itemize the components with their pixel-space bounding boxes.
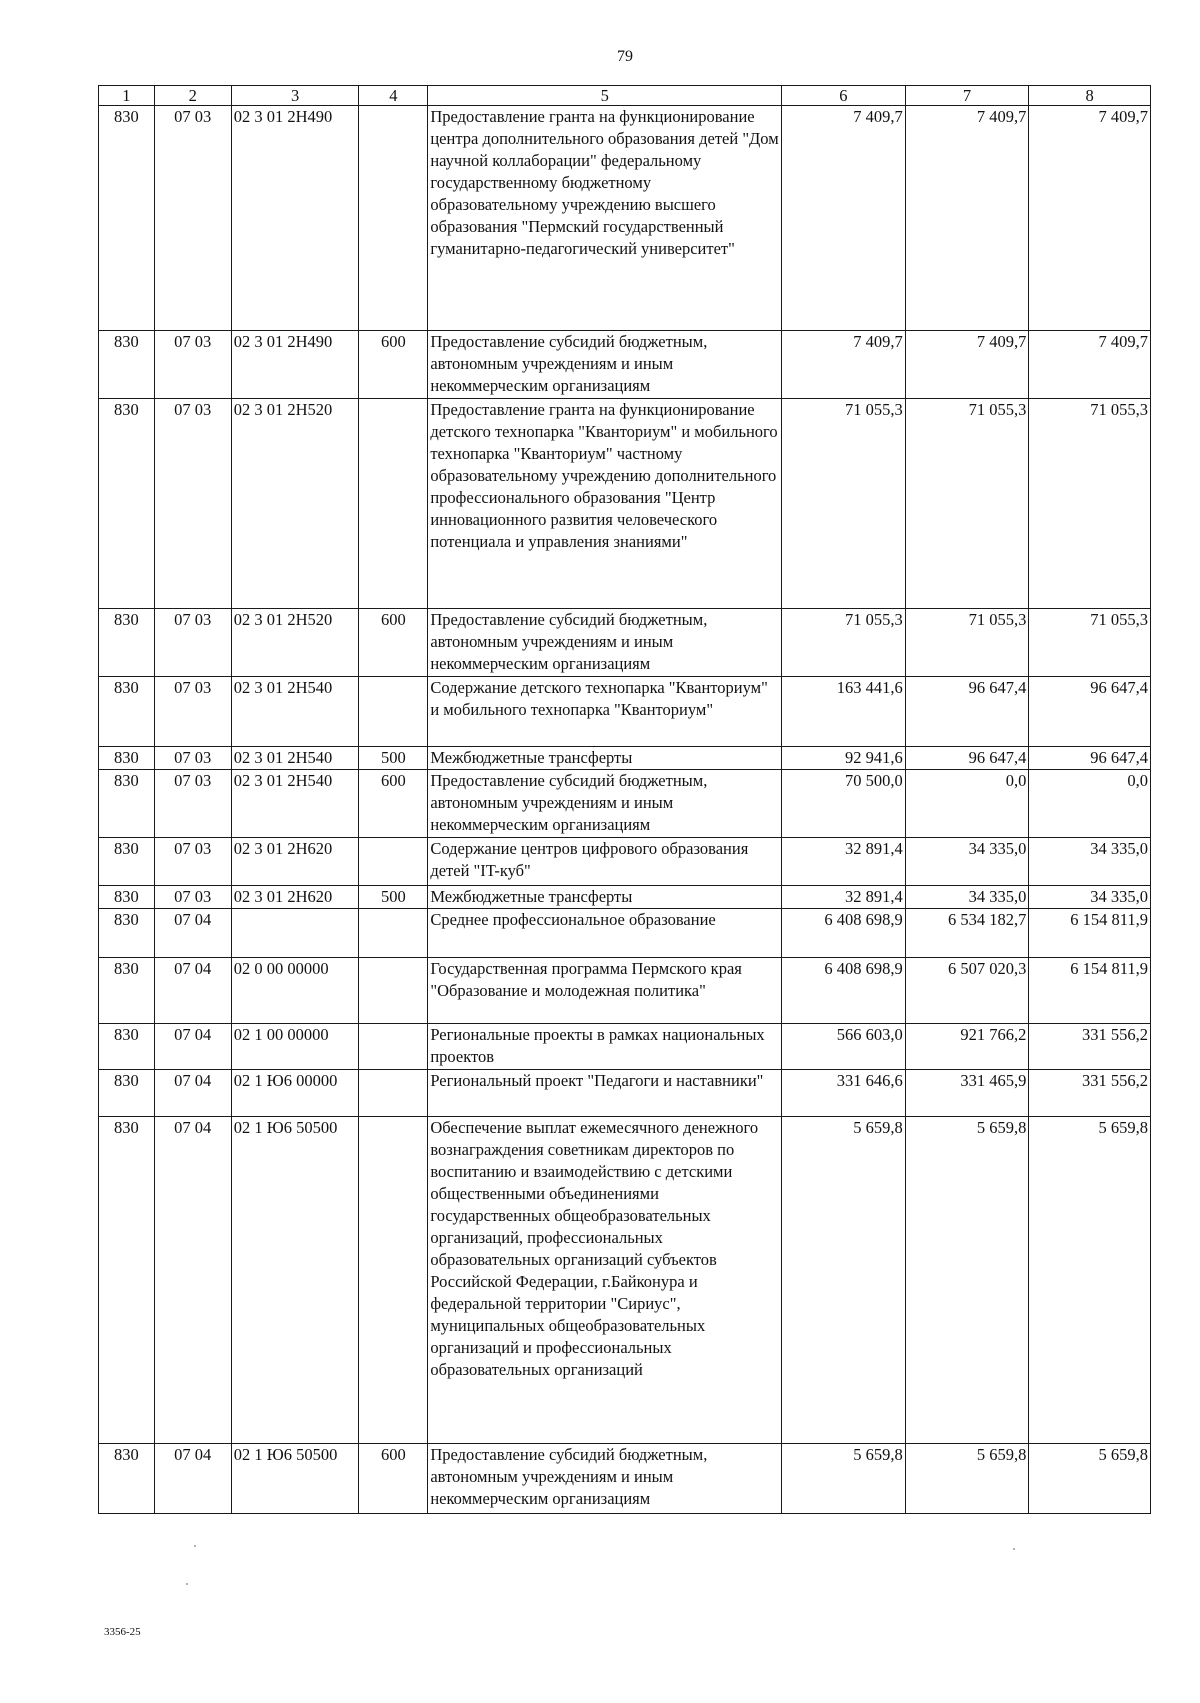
item-name-cell: Межбюджетные трансферты: [428, 747, 782, 770]
section-code-cell: 07 03: [154, 609, 231, 677]
amount-2027-cell: 6 154 811,9: [1029, 958, 1151, 1024]
section-code-cell: 07 04: [154, 1024, 231, 1070]
target-code-cell: 02 3 01 2Н520: [231, 399, 359, 609]
admin-code-cell: 830: [99, 838, 155, 886]
amount-2027-cell: 331 556,2: [1029, 1070, 1151, 1117]
document-code: 3356-25: [104, 1626, 141, 1638]
table-row: [99, 747, 1151, 770]
table-body: [99, 106, 1151, 1514]
amount-2025-cell: 71 055,3: [782, 399, 906, 609]
expense-type-cell: [359, 1024, 428, 1070]
amount-2026-cell: 34 335,0: [905, 838, 1029, 886]
table-row: [99, 677, 1151, 747]
section-code-cell: 07 03: [154, 747, 231, 770]
amount-2025-cell: 163 441,6: [782, 677, 906, 747]
amount-2027-cell: 71 055,3: [1029, 609, 1151, 677]
target-code-cell: 02 3 01 2Н540: [231, 747, 359, 770]
table-row: [99, 1070, 1151, 1117]
col-header-8: 8: [1029, 86, 1151, 106]
table-row: [99, 331, 1151, 399]
section-code-cell: 07 04: [154, 1070, 231, 1117]
target-code-cell: 02 1 Ю6 50500: [231, 1117, 359, 1444]
amount-2026-cell: 71 055,3: [905, 399, 1029, 609]
scan-speck: [194, 1545, 196, 1547]
amount-2027-cell: 5 659,8: [1029, 1444, 1151, 1514]
expense-type-cell: [359, 399, 428, 609]
amount-2025-cell: 331 646,6: [782, 1070, 906, 1117]
item-name-cell: Предоставление субсидий бюджетным, автономным учреждениям и иным некоммерческим организациям: [428, 770, 782, 838]
amount-2025-cell: 5 659,8: [782, 1444, 906, 1514]
table-row: [99, 1444, 1151, 1514]
expense-type-cell: 600: [359, 770, 428, 838]
expense-type-cell: [359, 909, 428, 958]
expense-type-cell: [359, 106, 428, 331]
col-header-3: 3: [231, 86, 359, 106]
amount-2027-cell: 331 556,2: [1029, 1024, 1151, 1070]
admin-code-cell: 830: [99, 958, 155, 1024]
table-row: [99, 770, 1151, 838]
admin-code-cell: 830: [99, 1444, 155, 1514]
amount-2025-cell: 7 409,7: [782, 331, 906, 399]
table-row: [99, 958, 1151, 1024]
amount-2025-cell: 32 891,4: [782, 886, 906, 909]
table-row: [99, 1117, 1151, 1444]
page-number: 79: [617, 48, 633, 65]
amount-2027-cell: 6 154 811,9: [1029, 909, 1151, 958]
item-name-cell: Региональный проект "Педагоги и наставники": [428, 1070, 782, 1117]
amount-2027-cell: 34 335,0: [1029, 838, 1151, 886]
expense-type-cell: [359, 1070, 428, 1117]
section-code-cell: 07 03: [154, 886, 231, 909]
section-code-cell: 07 03: [154, 106, 231, 331]
table-row: [99, 609, 1151, 677]
target-code-cell: 02 3 01 2Н520: [231, 609, 359, 677]
section-code-cell: 07 04: [154, 1444, 231, 1514]
item-name-cell: Предоставление гранта на функционирование детского технопарка "Кванториум" и мобильного технопарка "Кванториум" частному образовательному учреждению дополнительного профессионального образования "Центр инновационного развития человеческого потенциала и управления знаниями": [428, 399, 782, 609]
expense-type-cell: [359, 838, 428, 886]
amount-2027-cell: 5 659,8: [1029, 1117, 1151, 1444]
admin-code-cell: 830: [99, 909, 155, 958]
admin-code-cell: 830: [99, 331, 155, 399]
col-header-2: 2: [154, 86, 231, 106]
amount-2026-cell: 331 465,9: [905, 1070, 1029, 1117]
expense-type-cell: 600: [359, 609, 428, 677]
admin-code-cell: 830: [99, 1024, 155, 1070]
amount-2026-cell: 7 409,7: [905, 106, 1029, 331]
amount-2025-cell: 32 891,4: [782, 838, 906, 886]
amount-2025-cell: 71 055,3: [782, 609, 906, 677]
item-name-cell: Обеспечение выплат ежемесячного денежного вознаграждения советникам директоров по воспитанию и взаимодействию с детскими общественными объединениями государственных общеобразовательных организаций, профессиональных образовательных организаций субъектов Российской Федерации, г.Байконура и федеральной территории "Сириус", муниципальных общеобразовательных организаций и профессиональных образовательных организаций: [428, 1117, 782, 1444]
admin-code-cell: 830: [99, 1117, 155, 1444]
amount-2025-cell: 566 603,0: [782, 1024, 906, 1070]
admin-code-cell: 830: [99, 609, 155, 677]
table-header: [99, 86, 1151, 106]
amount-2025-cell: 92 941,6: [782, 747, 906, 770]
amount-2027-cell: 7 409,7: [1029, 106, 1151, 331]
amount-2026-cell: 5 659,8: [905, 1444, 1029, 1514]
section-code-cell: 07 03: [154, 770, 231, 838]
admin-code-cell: 830: [99, 677, 155, 747]
table-row: [99, 909, 1151, 958]
amount-2025-cell: 7 409,7: [782, 106, 906, 331]
expense-type-cell: [359, 958, 428, 1024]
amount-2026-cell: 6 507 020,3: [905, 958, 1029, 1024]
amount-2026-cell: 6 534 182,7: [905, 909, 1029, 958]
section-code-cell: 07 04: [154, 909, 231, 958]
scan-speck: [1013, 1548, 1015, 1550]
amount-2027-cell: 96 647,4: [1029, 747, 1151, 770]
item-name-cell: Предоставление субсидий бюджетным, автономным учреждениям и иным некоммерческим организациям: [428, 609, 782, 677]
expense-type-cell: 500: [359, 886, 428, 909]
budget-table: [98, 85, 1151, 1514]
col-header-7: 7: [905, 86, 1029, 106]
amount-2026-cell: 7 409,7: [905, 331, 1029, 399]
admin-code-cell: 830: [99, 106, 155, 331]
expense-type-cell: 600: [359, 331, 428, 399]
expense-type-cell: 600: [359, 1444, 428, 1514]
admin-code-cell: 830: [99, 1070, 155, 1117]
target-code-cell: 02 3 01 2Н490: [231, 331, 359, 399]
admin-code-cell: 830: [99, 886, 155, 909]
target-code-cell: 02 1 00 00000: [231, 1024, 359, 1070]
amount-2026-cell: 71 055,3: [905, 609, 1029, 677]
expense-type-cell: [359, 1117, 428, 1444]
section-code-cell: 07 03: [154, 677, 231, 747]
admin-code-cell: 830: [99, 770, 155, 838]
admin-code-cell: 830: [99, 399, 155, 609]
target-code-cell: 02 3 01 2Н540: [231, 770, 359, 838]
table-row: [99, 1024, 1151, 1070]
amount-2025-cell: 6 408 698,9: [782, 958, 906, 1024]
amount-2025-cell: 5 659,8: [782, 1117, 906, 1444]
expense-type-cell: 500: [359, 747, 428, 770]
amount-2027-cell: 71 055,3: [1029, 399, 1151, 609]
item-name-cell: Предоставление гранта на функционирование центра дополнительного образования детей "Дом научной коллаборации" федеральному государственному бюджетному образовательному учреждению высшего образования "Пермский государственный гуманитарно-педагогический университет": [428, 106, 782, 331]
admin-code-cell: 830: [99, 747, 155, 770]
amount-2025-cell: 6 408 698,9: [782, 909, 906, 958]
amount-2026-cell: 921 766,2: [905, 1024, 1029, 1070]
amount-2026-cell: 96 647,4: [905, 677, 1029, 747]
item-name-cell: Содержание детского технопарка "Кванториум" и мобильного технопарка "Кванториум": [428, 677, 782, 747]
header-row: [99, 86, 1151, 106]
section-code-cell: 07 03: [154, 838, 231, 886]
target-code-cell: 02 3 01 2Н540: [231, 677, 359, 747]
section-code-cell: 07 03: [154, 331, 231, 399]
target-code-cell: 02 1 Ю6 50500: [231, 1444, 359, 1514]
amount-2026-cell: 96 647,4: [905, 747, 1029, 770]
amount-2027-cell: 7 409,7: [1029, 331, 1151, 399]
amount-2026-cell: 0,0: [905, 770, 1029, 838]
col-header-6: 6: [782, 86, 906, 106]
target-code-cell: 02 0 00 00000: [231, 958, 359, 1024]
scan-speck: [186, 1583, 188, 1585]
section-code-cell: 07 04: [154, 1117, 231, 1444]
col-header-5: 5: [428, 86, 782, 106]
expense-type-cell: [359, 677, 428, 747]
target-code-cell: 02 1 Ю6 00000: [231, 1070, 359, 1117]
section-code-cell: 07 03: [154, 399, 231, 609]
amount-2027-cell: 0,0: [1029, 770, 1151, 838]
table-row: [99, 106, 1151, 331]
col-header-1: 1: [99, 86, 155, 106]
section-code-cell: 07 04: [154, 958, 231, 1024]
item-name-cell: Среднее профессиональное образование: [428, 909, 782, 958]
item-name-cell: Предоставление субсидий бюджетным, автономным учреждениям и иным некоммерческим организациям: [428, 1444, 782, 1514]
item-name-cell: Государственная программа Пермского края "Образование и молодежная политика": [428, 958, 782, 1024]
item-name-cell: Межбюджетные трансферты: [428, 886, 782, 909]
table-row: [99, 838, 1151, 886]
target-code-cell: [231, 909, 359, 958]
amount-2027-cell: 34 335,0: [1029, 886, 1151, 909]
item-name-cell: Региональные проекты в рамках национальных проектов: [428, 1024, 782, 1070]
table-row: [99, 399, 1151, 609]
item-name-cell: Предоставление субсидий бюджетным, автономным учреждениям и иным некоммерческим организациям: [428, 331, 782, 399]
item-name-cell: Содержание центров цифрового образования детей "IT-куб": [428, 838, 782, 886]
col-header-4: 4: [359, 86, 428, 106]
target-code-cell: 02 3 01 2Н620: [231, 886, 359, 909]
table-row: [99, 886, 1151, 909]
amount-2027-cell: 96 647,4: [1029, 677, 1151, 747]
target-code-cell: 02 3 01 2Н490: [231, 106, 359, 331]
target-code-cell: 02 3 01 2Н620: [231, 838, 359, 886]
amount-2025-cell: 70 500,0: [782, 770, 906, 838]
amount-2026-cell: 5 659,8: [905, 1117, 1029, 1444]
amount-2026-cell: 34 335,0: [905, 886, 1029, 909]
